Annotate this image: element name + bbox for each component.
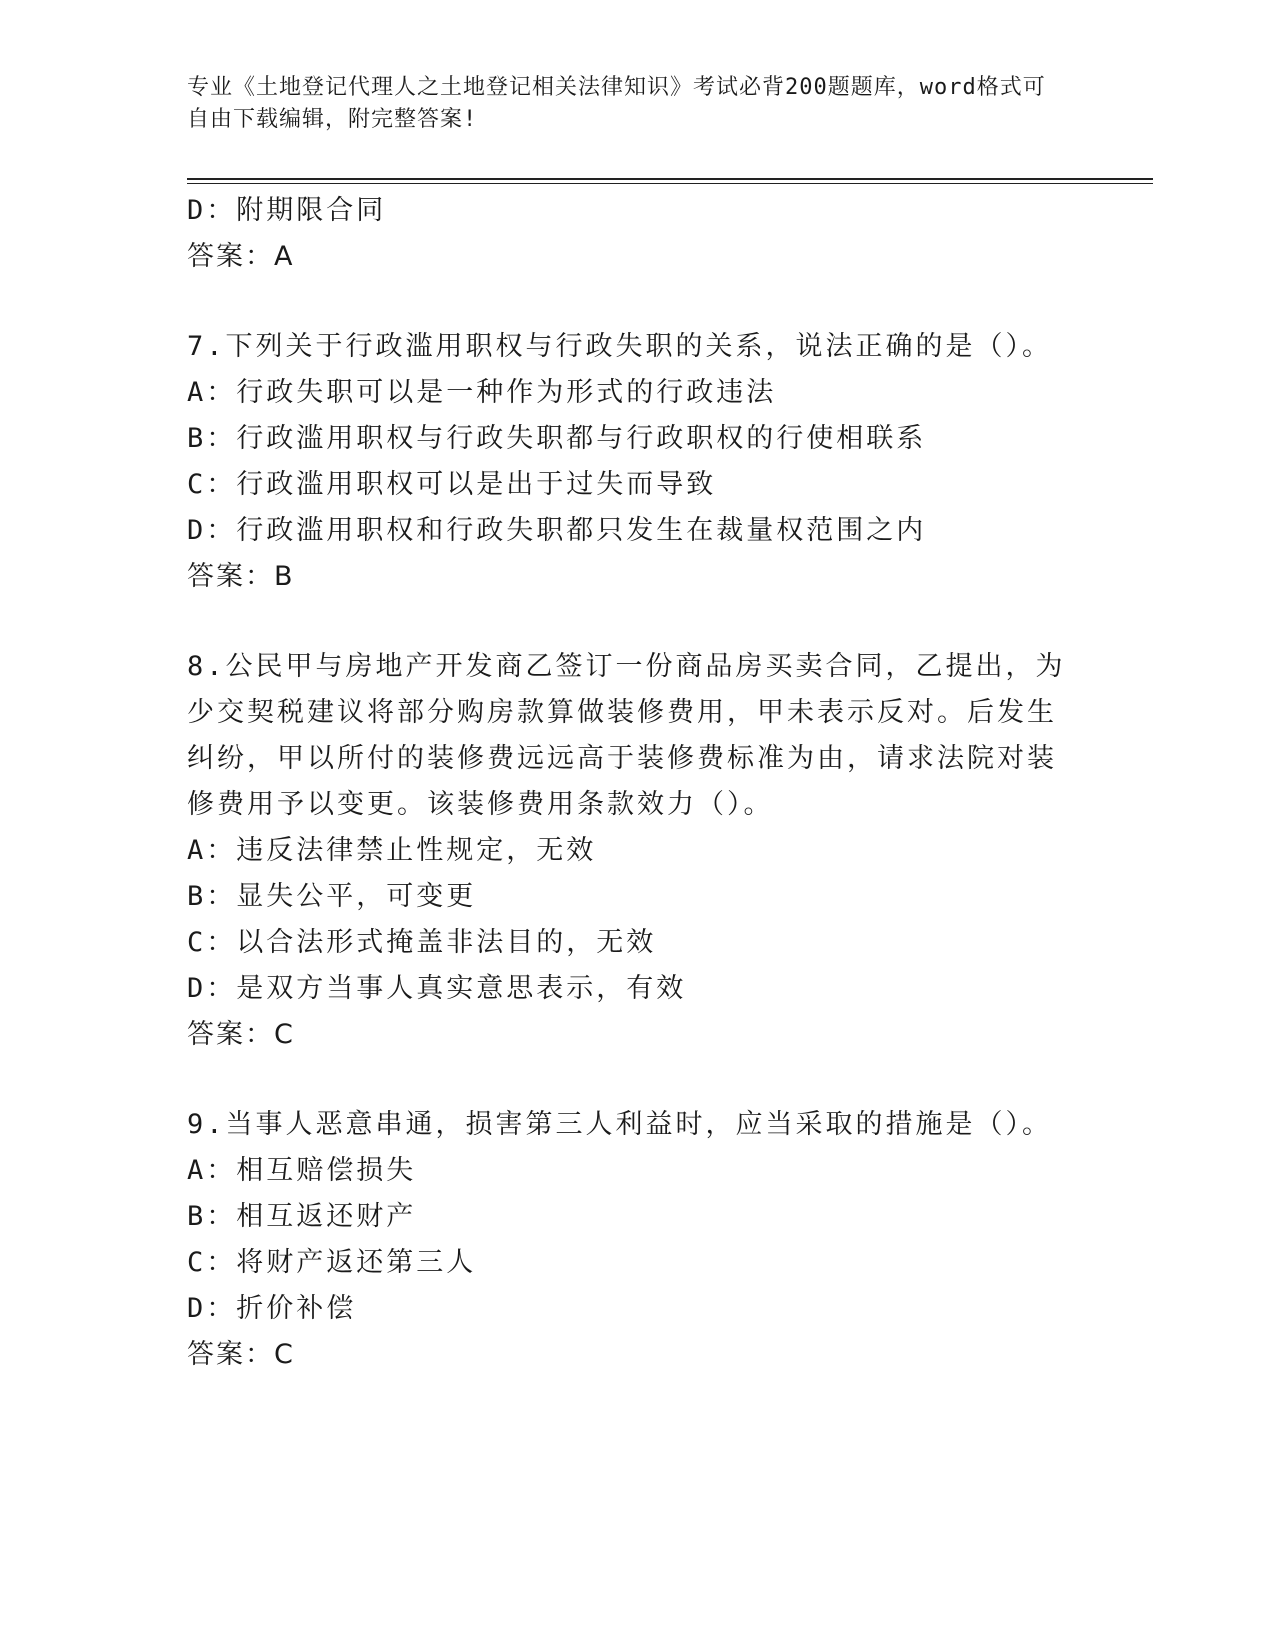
prev-option-d: D：附期限合同 [187,195,387,226]
option-b: B：显失公平，可变更 [187,881,477,912]
option-d: D：行政滥用职权和行政失职都只发生在裁量权范围之内 [187,515,927,546]
option-a: A：行政失职可以是一种作为形式的行政违法 [187,377,777,408]
header-divider-thin [187,183,1153,184]
answer: 答案：B [187,561,295,592]
question-stem: 9.当事人恶意串通，损害第三人利益时，应当采取的措施是（）。 [187,1109,1053,1140]
answer: 答案：C [187,1019,295,1050]
option-b: B：行政滥用职权与行政失职都与行政职权的行使相联系 [187,423,927,454]
question-stem: 8.公民甲与房地产开发商乙签订一份商品房买卖合同，乙提出，为少交契税建议将部分购房款算做装修费用，甲未表示反对。后发生纠纷，甲以所付的装修费远远高于装修费标准为由，请求法院对装修费用予以变更。该装修费用条款效力（）。 [187,651,1066,820]
question-stem: 7.下列关于行政滥用职权与行政失职的关系，说法正确的是（）。 [187,331,1053,362]
question-block-9 [187,1102,1067,1378]
option-c: C：将财产返还第三人 [187,1247,477,1278]
option-a: A：违反法律禁止性规定，无效 [187,835,597,866]
option-a: A：相互赔偿损失 [187,1155,417,1186]
question-content [187,188,1067,1378]
answer: 答案：C [187,1339,295,1370]
option-d: D：是双方当事人真实意思表示，有效 [187,973,687,1004]
option-c: C：行政滥用职权可以是出于过失而导致 [187,469,717,500]
option-b: B：相互返还财产 [187,1201,417,1232]
option-c: C：以合法形式掩盖非法目的，无效 [187,927,657,958]
document-header: 专业《土地登记代理人之土地登记相关法律知识》考试必背200题题库，word格式可自由下载编辑，附完整答案! [187,75,1046,132]
header-divider-thick [187,178,1153,180]
question-block-7 [187,324,1067,600]
prev-answer: 答案：A [187,241,295,272]
option-d: D：折价补偿 [187,1293,357,1324]
question-block-8 [187,644,1067,1058]
